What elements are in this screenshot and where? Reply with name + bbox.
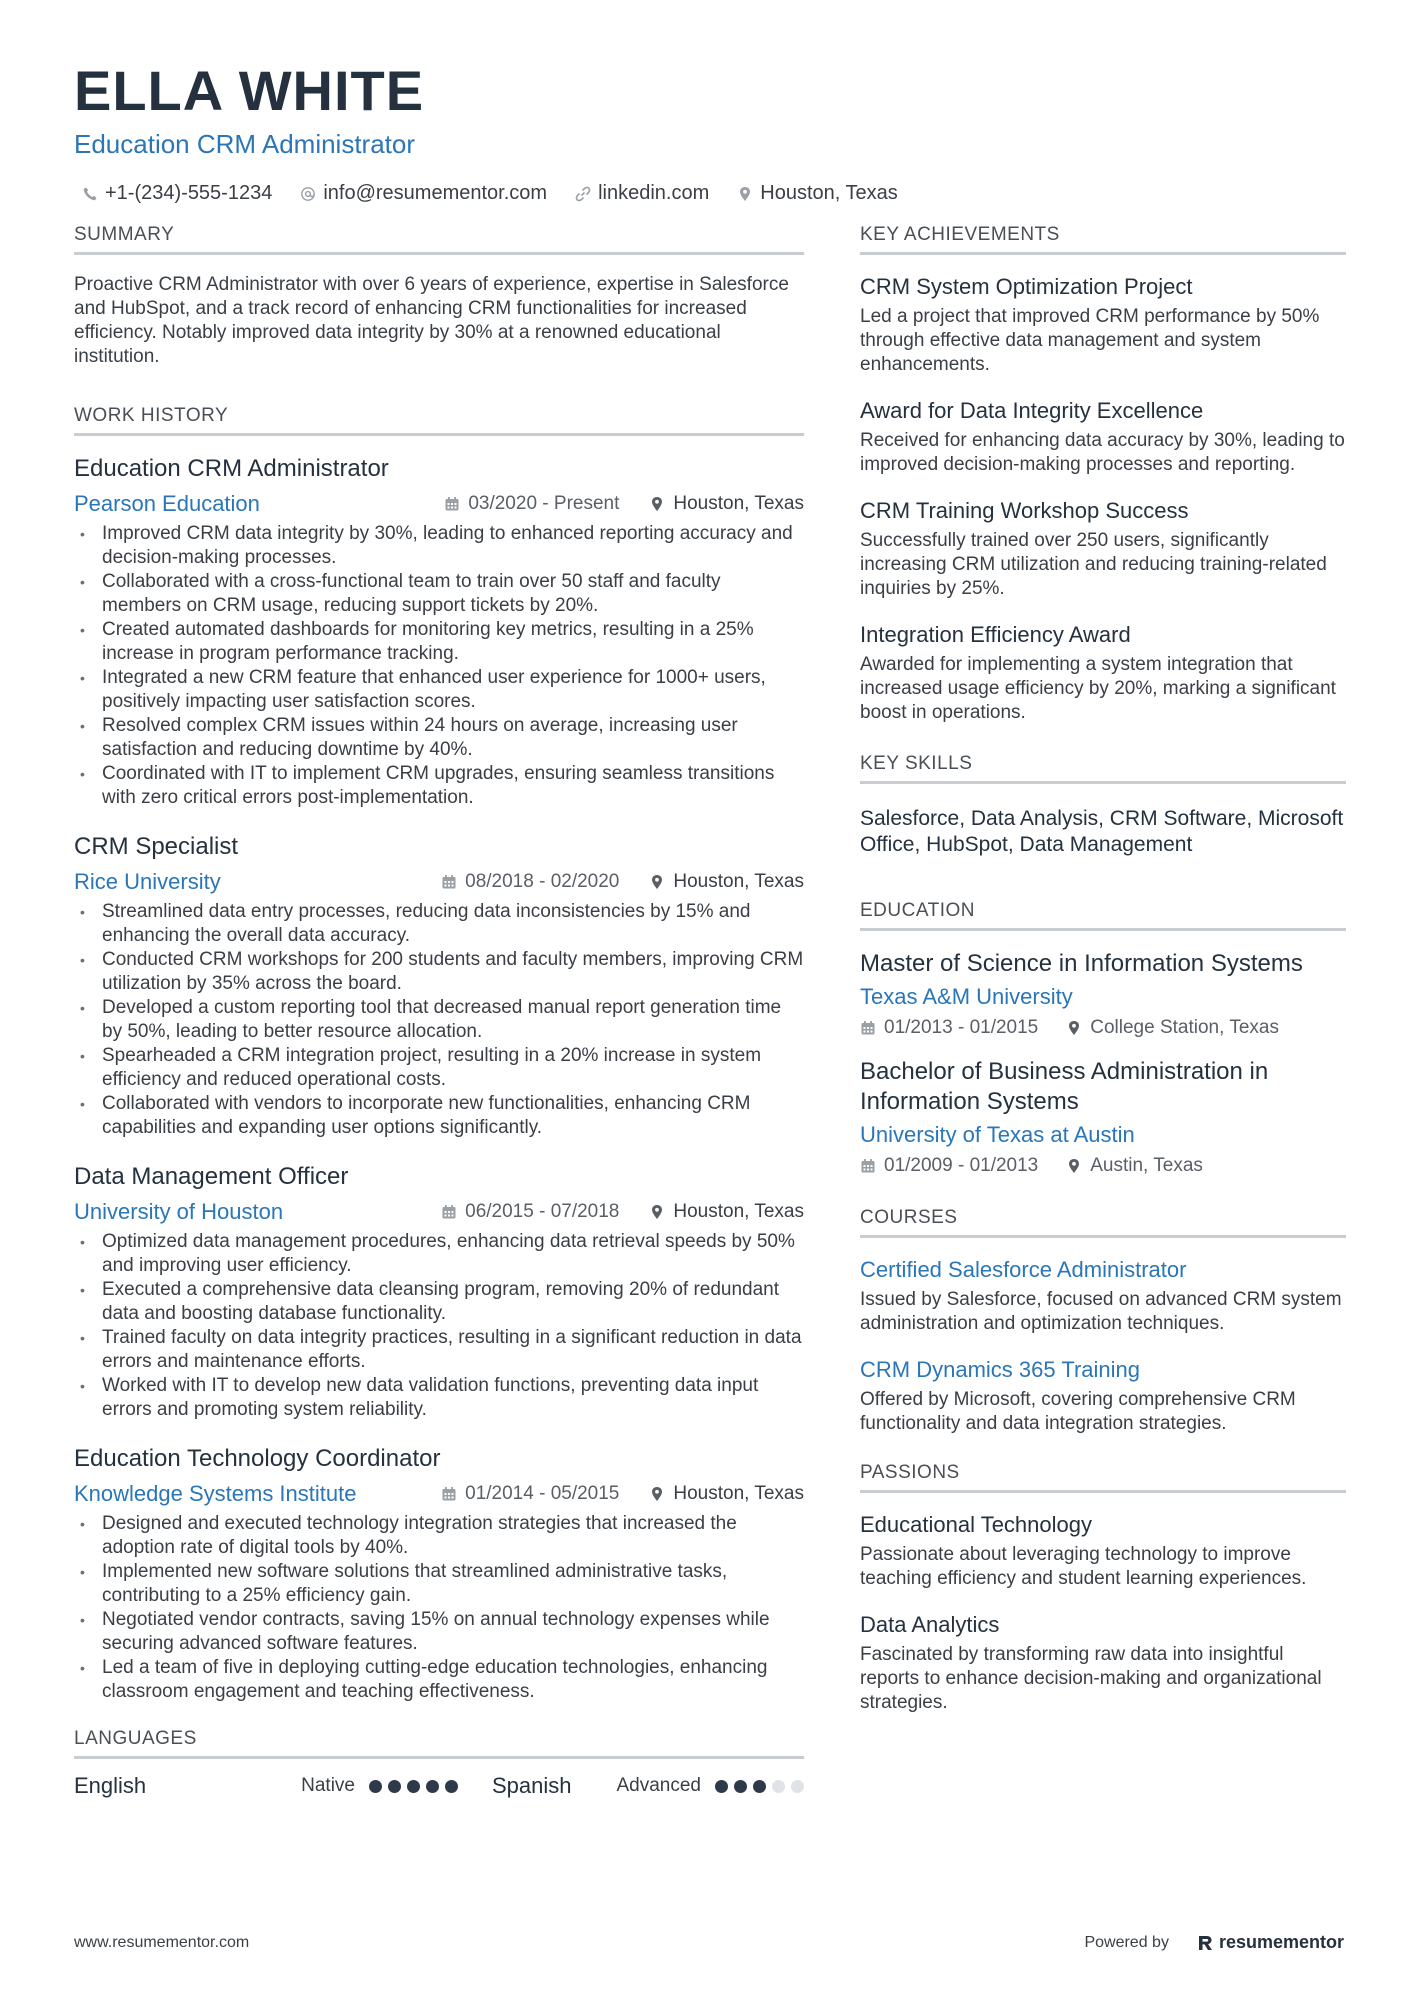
contact-email[interactable]: [300, 182, 547, 205]
company-name[interactable]: Pearson Education: [74, 491, 260, 516]
language-item: [74, 1773, 458, 1799]
footer-website[interactable]: www.resumementor.com: [74, 1933, 250, 1951]
summary-text: Proactive CRM Administrator with over 6 years of experience, expertise in Salesforce and HubSpot, and a track record of enhancing CRM functionalities for increased efficiency. Notably improved data integrity by 30% at a renowned educational institution.: [74, 274, 789, 367]
contact-location: [737, 182, 898, 205]
bullet-item: • Optimized data management procedures, enhancing data retrieval speeds by 50% and improving user efficiency.: [74, 1230, 804, 1278]
education-dates-text: 01/2009 - 01/2013: [884, 1155, 1039, 1176]
bullet-item: • Implemented new software solutions that streamlined administrative tasks, contributing to a 25% efficiency gain.: [74, 1560, 804, 1608]
passion-item: [860, 1511, 1346, 1591]
bullet-item: • Trained faculty on data integrity practices, resulting in a significant reduction in data errors and maintenance efforts.: [74, 1326, 804, 1374]
section-title: COURSES: [860, 1207, 1346, 1238]
phone-icon: [82, 186, 98, 202]
job-bullets: [74, 1230, 804, 1422]
degree-title: Bachelor of Business Administration in Information Systems: [860, 1058, 1269, 1115]
bullet-item: • Worked with IT to develop new data validation functions, preventing data input errors and promoting system reliability.: [74, 1374, 804, 1422]
achievement-text: Awarded for implementing a system integration that increased usage efficiency by 20%, marking a significant boost in operations.: [860, 654, 1336, 723]
passion-title: Data Analytics: [860, 1612, 1000, 1637]
bullet-item: • Conducted CRM workshops for 200 students and faculty members, improving CRM utilization by 35% across the board.: [74, 948, 804, 996]
achievement-text: Successfully trained over 250 users, significantly increasing CRM utilization and reducing training-related inquiries by 25%.: [860, 530, 1327, 599]
resume-header: [74, 60, 1344, 205]
passion-text: Passionate about leveraging technology to improve teaching efficiency and student learning experiences.: [860, 1544, 1307, 1589]
job-dates-text: 01/2014 - 05/2015: [465, 1483, 620, 1504]
bullet-item: • Negotiated vendor contracts, saving 15% on annual technology expenses while securing advanced software features.: [74, 1608, 804, 1656]
candidate-role: Education CRM Administrator: [74, 129, 416, 159]
contact-linkedin[interactable]: [575, 182, 709, 205]
course-title[interactable]: CRM Dynamics 365 Training: [860, 1357, 1140, 1382]
work-history-section: [74, 405, 804, 1704]
job-entry: [74, 1162, 804, 1422]
bullet-item: • Integrated a new CRM feature that enhanced user experience for 1000+ users, positively impacting user satisfaction scores.: [74, 666, 804, 714]
location-pin-icon: [649, 496, 665, 512]
linkedin-text[interactable]: linkedin.com: [598, 182, 710, 204]
section-title: PASSIONS: [860, 1462, 1346, 1493]
calendar-icon: [860, 1158, 876, 1174]
company-name[interactable]: Knowledge Systems Institute: [74, 1481, 357, 1506]
calendar-icon: [441, 1204, 457, 1220]
education-dates: [860, 1017, 1038, 1039]
job-location: [649, 1201, 804, 1223]
location-pin-icon: [737, 186, 753, 202]
email-text[interactable]: info@resumementor.com: [323, 182, 548, 204]
bullet-item: • Spearheaded a CRM integration project, resulting in a 20% increase in system efficiency and reduced operational costs.: [74, 1044, 804, 1092]
bullet-item: • Designed and executed technology integration strategies that increased the adoption rate of digital tools by 40%.: [74, 1512, 804, 1560]
achievement-item: [860, 621, 1346, 725]
achievement-item: [860, 273, 1346, 377]
section-title: KEY SKILLS: [860, 753, 1346, 784]
job-dates-text: 06/2015 - 07/2018: [465, 1201, 620, 1222]
contact-phone: [82, 182, 272, 205]
language-level: Native: [301, 1775, 355, 1796]
section-title: EDUCATION: [860, 900, 1346, 931]
bullet-item: • Resolved complex CRM issues within 24 hours on average, increasing user satisfaction and reducing downtime by 40%.: [74, 714, 804, 762]
rating-dot: [426, 1780, 439, 1793]
job-bullets: [74, 900, 804, 1140]
bullet-item: • Coordinated with IT to implement CRM upgrades, ensuring seamless transitions with zero critical errors post-implementation.: [74, 762, 804, 810]
job-entry: [74, 832, 804, 1140]
job-dates: [441, 1201, 619, 1223]
education-location-text: Austin, Texas: [1090, 1155, 1203, 1176]
job-title: Data Management Officer: [74, 1163, 349, 1190]
rating-dot: [407, 1780, 420, 1793]
job-title: Education CRM Administrator: [74, 455, 389, 482]
brand-name: resumementor: [1218, 1932, 1344, 1952]
course-text: Offered by Microsoft, covering comprehensive CRM functionality and data integration strategies.: [860, 1389, 1296, 1434]
calendar-icon: [441, 874, 457, 890]
bullet-item: • Developed a custom reporting tool that decreased manual report generation time by 50%, leading to better resource allocation.: [74, 996, 804, 1044]
job-location: [649, 871, 804, 893]
powered-by-text: Powered by: [1084, 1933, 1169, 1951]
degree-title: Master of Science in Information Systems: [860, 950, 1303, 977]
job-location-text: Houston, Texas: [673, 493, 804, 514]
job-list: [74, 454, 804, 1704]
candidate-name: ELLA WHITE: [74, 59, 425, 122]
achievement-list: [860, 273, 1346, 725]
brand-logo[interactable]: [1197, 1932, 1344, 1953]
rating-dot: [388, 1780, 401, 1793]
course-item: [860, 1256, 1346, 1336]
languages-section: [74, 1728, 804, 1803]
skills-section: [860, 753, 1346, 858]
resumementor-logo-icon: [1197, 1934, 1213, 1952]
language-rating: [715, 1780, 804, 1793]
at-sign-icon: [300, 186, 316, 202]
rating-dot: [791, 1780, 804, 1793]
course-text: Issued by Salesforce, focused on advanced CRM system administration and optimization techniques.: [860, 1289, 1342, 1334]
calendar-icon: [860, 1020, 876, 1036]
education-location: [1066, 1155, 1203, 1177]
section-title: SUMMARY: [74, 224, 804, 255]
rating-dot: [715, 1780, 728, 1793]
job-dates-text: 03/2020 - Present: [468, 493, 620, 514]
achievement-text: Received for enhancing data accuracy by 30%, leading to improved decision-making processes and reporting.: [860, 430, 1345, 475]
job-location-text: Houston, Texas: [673, 871, 804, 892]
calendar-icon: [441, 1486, 457, 1502]
calendar-icon: [444, 496, 460, 512]
job-dates-text: 08/2018 - 02/2020: [465, 871, 620, 892]
education-meta: [860, 1155, 1346, 1177]
summary-section: [74, 224, 804, 369]
rating-dot: [772, 1780, 785, 1793]
education-list: [860, 949, 1346, 1177]
location-pin-icon: [649, 1204, 665, 1220]
bullet-item: • Collaborated with vendors to incorporate new functionalities, enhancing CRM capabilities and expanding user options significantly.: [74, 1092, 804, 1140]
passion-list: [860, 1511, 1346, 1715]
job-bullets: [74, 522, 804, 810]
passion-text: Fascinated by transforming raw data into insightful reports to enhance decision-making and organizational strategies.: [860, 1644, 1322, 1713]
rating-dot: [445, 1780, 458, 1793]
section-title: WORK HISTORY: [74, 405, 804, 436]
achievements-section: [860, 224, 1346, 725]
course-list: [860, 1256, 1346, 1436]
job-title: CRM Specialist: [74, 833, 239, 860]
company-name[interactable]: Rice University: [74, 869, 221, 894]
rating-dot: [369, 1780, 382, 1793]
right-column: [860, 224, 1346, 1735]
bullet-item: • Improved CRM data integrity by 30%, leading to enhanced reporting accuracy and decision-making processes.: [74, 522, 804, 570]
rating-dot: [734, 1780, 747, 1793]
education-item: [860, 1057, 1346, 1177]
left-column: [74, 224, 804, 1803]
location-pin-icon: [1066, 1158, 1082, 1174]
language-level: Advanced: [616, 1775, 701, 1796]
language-name: English: [74, 1773, 147, 1798]
bullet-item: • Streamlined data entry processes, reducing data inconsistencies by 15% and enhancing the overall data accuracy.: [74, 900, 804, 948]
bullet-item: • Created automated dashboards for monitoring key metrics, resulting in a 25% increase in program performance tracking.: [74, 618, 804, 666]
language-rating: [369, 1780, 458, 1793]
rating-dot: [753, 1780, 766, 1793]
phone-text: +1-(234)-555-1234: [105, 182, 273, 204]
education-item: [860, 949, 1346, 1039]
skills-text: Salesforce, Data Analysis, CRM Software, Microsoft Office, HubSpot, Data Management: [860, 807, 1344, 856]
course-item: [860, 1356, 1346, 1436]
job-title: Education Technology Coordinator: [74, 1445, 441, 1472]
location-pin-icon: [649, 1486, 665, 1502]
location-pin-icon: [1066, 1020, 1082, 1036]
location-pin-icon: [649, 874, 665, 890]
link-icon: [575, 186, 591, 202]
job-entry: [74, 1444, 804, 1704]
education-dates-text: 01/2013 - 01/2015: [884, 1017, 1039, 1038]
job-meta: [74, 490, 804, 518]
location-text: Houston, Texas: [760, 182, 898, 204]
job-location: [649, 1483, 804, 1505]
passion-item: [860, 1611, 1346, 1715]
achievement-title: CRM System Optimization Project: [860, 274, 1193, 299]
language-row: [74, 1769, 804, 1803]
section-title: KEY ACHIEVEMENTS: [860, 224, 1346, 255]
job-location: [649, 493, 804, 515]
page-footer: [74, 1932, 1344, 1953]
job-meta: [74, 1198, 804, 1226]
footer-brand: [1084, 1932, 1344, 1953]
achievement-text: Led a project that improved CRM performance by 50% through effective data management and system enhancements.: [860, 306, 1320, 375]
job-meta: [74, 868, 804, 896]
company-name[interactable]: University of Houston: [74, 1199, 284, 1224]
course-title[interactable]: Certified Salesforce Administrator: [860, 1257, 1187, 1282]
job-location-text: Houston, Texas: [673, 1483, 804, 1504]
job-meta: [74, 1480, 804, 1508]
education-meta: [860, 1017, 1346, 1039]
language-item: [458, 1773, 804, 1799]
bullet-item: • Led a team of five in deploying cutting-edge education technologies, enhancing classroom engagement and teaching effectiveness.: [74, 1656, 804, 1704]
education-location: [1066, 1017, 1279, 1039]
courses-section: [860, 1207, 1346, 1436]
job-dates: [441, 871, 619, 893]
job-dates: [441, 1483, 619, 1505]
job-dates: [444, 493, 619, 515]
section-title: LANGUAGES: [74, 1728, 804, 1759]
bullet-item: • Executed a comprehensive data cleansing program, removing 20% of redundant data and boosting database functionality.: [74, 1278, 804, 1326]
passions-section: [860, 1462, 1346, 1715]
language-name: Spanish: [492, 1773, 572, 1798]
job-location-text: Houston, Texas: [673, 1201, 804, 1222]
achievement-title: Award for Data Integrity Excellence: [860, 398, 1204, 423]
education-location-text: College Station, Texas: [1090, 1017, 1279, 1038]
education-dates: [860, 1155, 1038, 1177]
achievement-item: [860, 497, 1346, 601]
job-bullets: [74, 1512, 804, 1704]
school-name[interactable]: University of Texas at Austin: [860, 1122, 1135, 1147]
achievement-title: Integration Efficiency Award: [860, 622, 1131, 647]
passion-title: Educational Technology: [860, 1512, 1092, 1537]
contact-bar: [82, 182, 1344, 205]
school-name[interactable]: Texas A&M University: [860, 984, 1073, 1009]
bullet-item: • Collaborated with a cross-functional team to train over 50 staff and faculty members on CRM usage, reducing support tickets by 20%.: [74, 570, 804, 618]
achievement-title: CRM Training Workshop Success: [860, 498, 1189, 523]
achievement-item: [860, 397, 1346, 477]
education-section: [860, 900, 1346, 1177]
job-entry: [74, 454, 804, 810]
